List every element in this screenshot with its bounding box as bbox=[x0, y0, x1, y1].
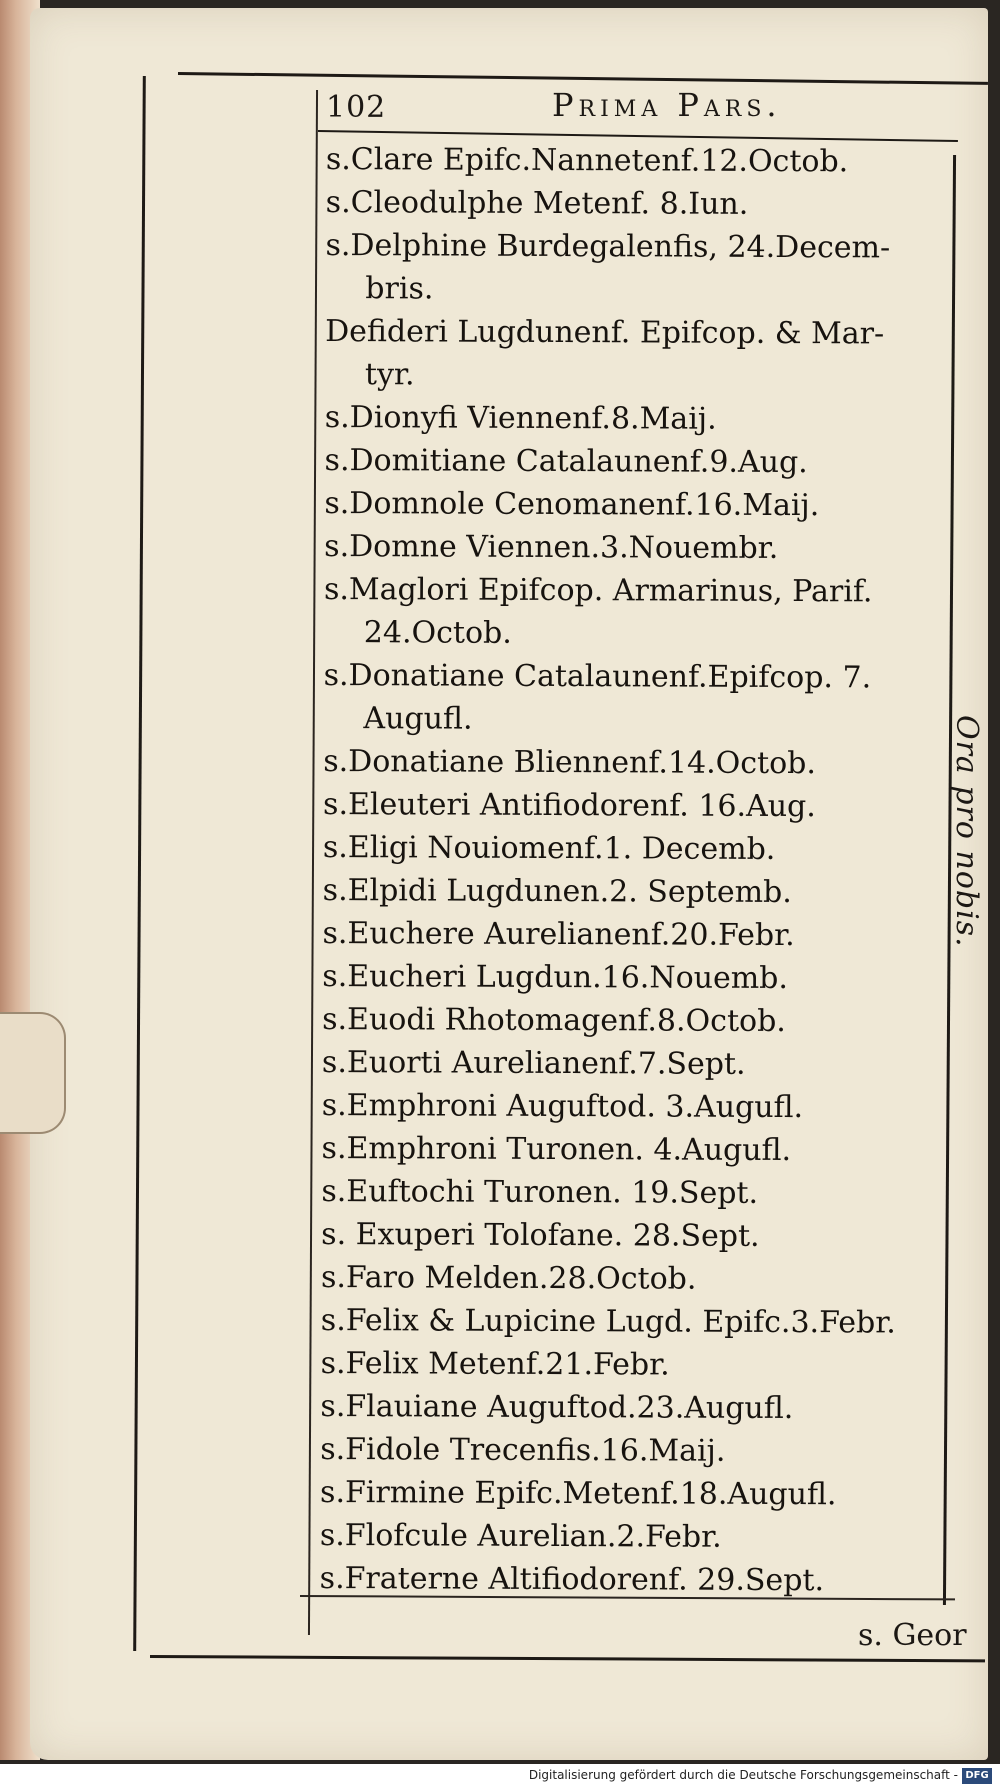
margin-note: Ora pro nobis. bbox=[949, 715, 984, 948]
entry-text: s.Dionyfi Viennenf.8.Maij. bbox=[324, 399, 717, 437]
entry-text: Defideri Lugdunenf. Epifcop. & Mar- bbox=[325, 313, 885, 352]
litany-entry bbox=[322, 955, 942, 1001]
litany-entry bbox=[322, 912, 942, 958]
dfg-logo: DFG bbox=[962, 1768, 992, 1784]
entry-text: s.Flofcule Aurelian.2.Febr. bbox=[319, 1517, 722, 1555]
litany-entry bbox=[321, 1342, 941, 1388]
litany-entry-list bbox=[320, 138, 946, 1603]
litany-entry bbox=[323, 740, 943, 786]
entry-text: s.Emphroni Turonen. 4.Augufl. bbox=[321, 1130, 792, 1169]
litany-entry bbox=[321, 1213, 941, 1259]
entry-text: s.Delphine Burdegalenfis, 24.Decem- bbox=[325, 227, 891, 266]
entry-text: s.Elpidi Lugdunen.2. Septemb. bbox=[322, 872, 792, 911]
entry-text: s.Maglori Epifcop. Armarinus, Parif. bbox=[323, 571, 873, 610]
litany-entry bbox=[321, 1127, 941, 1173]
litany-entry bbox=[325, 310, 945, 399]
litany-entry bbox=[320, 1514, 940, 1560]
page-tab-marker bbox=[0, 1012, 66, 1134]
entry-text: s.Felix & Lupicine Lugd. Epifc.3.Febr. bbox=[320, 1302, 896, 1341]
entry-text: s.Fidole Trecenfis.16.Maij. bbox=[320, 1431, 726, 1469]
litany-entry bbox=[320, 1557, 940, 1603]
litany-entry bbox=[322, 1041, 942, 1087]
entry-text: s.Eleuteri Antifiodorenf. 16.Aug. bbox=[323, 786, 816, 825]
running-title: Prima Pars. bbox=[552, 86, 782, 124]
entry-text: s.Fraterne Altifiodorenf. 29.Sept. bbox=[319, 1560, 825, 1599]
litany-entry bbox=[321, 1170, 941, 1216]
entry-text: s.Eligi Nouiomenf.1. Decemb. bbox=[322, 829, 776, 867]
litany-entry bbox=[323, 869, 943, 915]
entry-continuation: Augufl. bbox=[363, 701, 473, 737]
entry-text: s.Euchere Aurelianenf.20.Febr. bbox=[322, 915, 795, 954]
entry-text: s.Emphroni Auguftod. 3.Augufl. bbox=[321, 1087, 804, 1126]
entry-text: s.Eucheri Lugdun.16.Nouemb. bbox=[322, 958, 789, 997]
litany-entry bbox=[322, 1084, 942, 1130]
litany-entry bbox=[324, 439, 944, 485]
digitization-credit: Digitalisierung gefördert durch die Deutsche Forschungsgemeinschaft - bbox=[528, 1768, 958, 1782]
catchword: s. Geor bbox=[858, 1618, 967, 1653]
litany-entry bbox=[320, 1471, 940, 1517]
litany-entry bbox=[323, 654, 943, 743]
entry-text: s.Donatiane Bliennenf.14.Octob. bbox=[323, 743, 817, 782]
litany-entry bbox=[326, 181, 946, 227]
entry-text: s.Cleodulphe Metenf. 8.Iun. bbox=[325, 184, 749, 222]
entry-text: s.Euodi Rhotomagenf.8.Octob. bbox=[322, 1001, 786, 1040]
entry-continuation: tyr. bbox=[364, 357, 415, 393]
litany-entry bbox=[324, 525, 944, 571]
litany-entry bbox=[322, 998, 942, 1044]
entry-text: s. Exuperi Tolofane. 28.Sept. bbox=[321, 1216, 760, 1254]
entry-text: s.Euftochi Turonen. 19.Sept. bbox=[321, 1173, 759, 1211]
litany-entry bbox=[323, 783, 943, 829]
litany-entry bbox=[320, 1428, 940, 1474]
entry-text: s.Domitiane Catalaunenf.9.Aug. bbox=[324, 442, 808, 481]
entry-text: s.Flauiane Auguftod.23.Augufl. bbox=[320, 1388, 794, 1427]
entry-text: s.Clare Epifc.Nannetenf.12.Octob. bbox=[325, 141, 849, 180]
entry-text: s.Faro Melden.28.Octob. bbox=[320, 1259, 697, 1297]
entry-text: s.Firmine Epifc.Metenf.18.Augufl. bbox=[320, 1474, 837, 1513]
entry-text: s.Domne Viennen.3.Nouembr. bbox=[324, 528, 779, 566]
entry-text: s.Felix Metenf.21.Febr. bbox=[320, 1345, 670, 1383]
litany-entry bbox=[325, 396, 945, 442]
folio-number: 102 bbox=[326, 90, 387, 125]
entry-text: s.Euorti Aurelianenf.7.Sept. bbox=[321, 1044, 746, 1082]
litany-entry bbox=[323, 826, 943, 872]
litany-entry bbox=[321, 1299, 941, 1345]
entry-text: s.Donatiane Catalaunenf.Epifcop. 7. bbox=[323, 657, 872, 696]
entry-continuation: bris. bbox=[365, 271, 434, 307]
entry-text: s.Domnole Cenomanenf.16.Maij. bbox=[324, 485, 820, 524]
litany-entry bbox=[325, 224, 945, 313]
litany-entry bbox=[324, 482, 944, 528]
litany-entry bbox=[321, 1256, 941, 1302]
litany-entry bbox=[320, 1385, 940, 1431]
litany-entry bbox=[324, 568, 944, 657]
entry-continuation: 24.Octob. bbox=[363, 615, 512, 651]
litany-entry bbox=[326, 138, 946, 184]
